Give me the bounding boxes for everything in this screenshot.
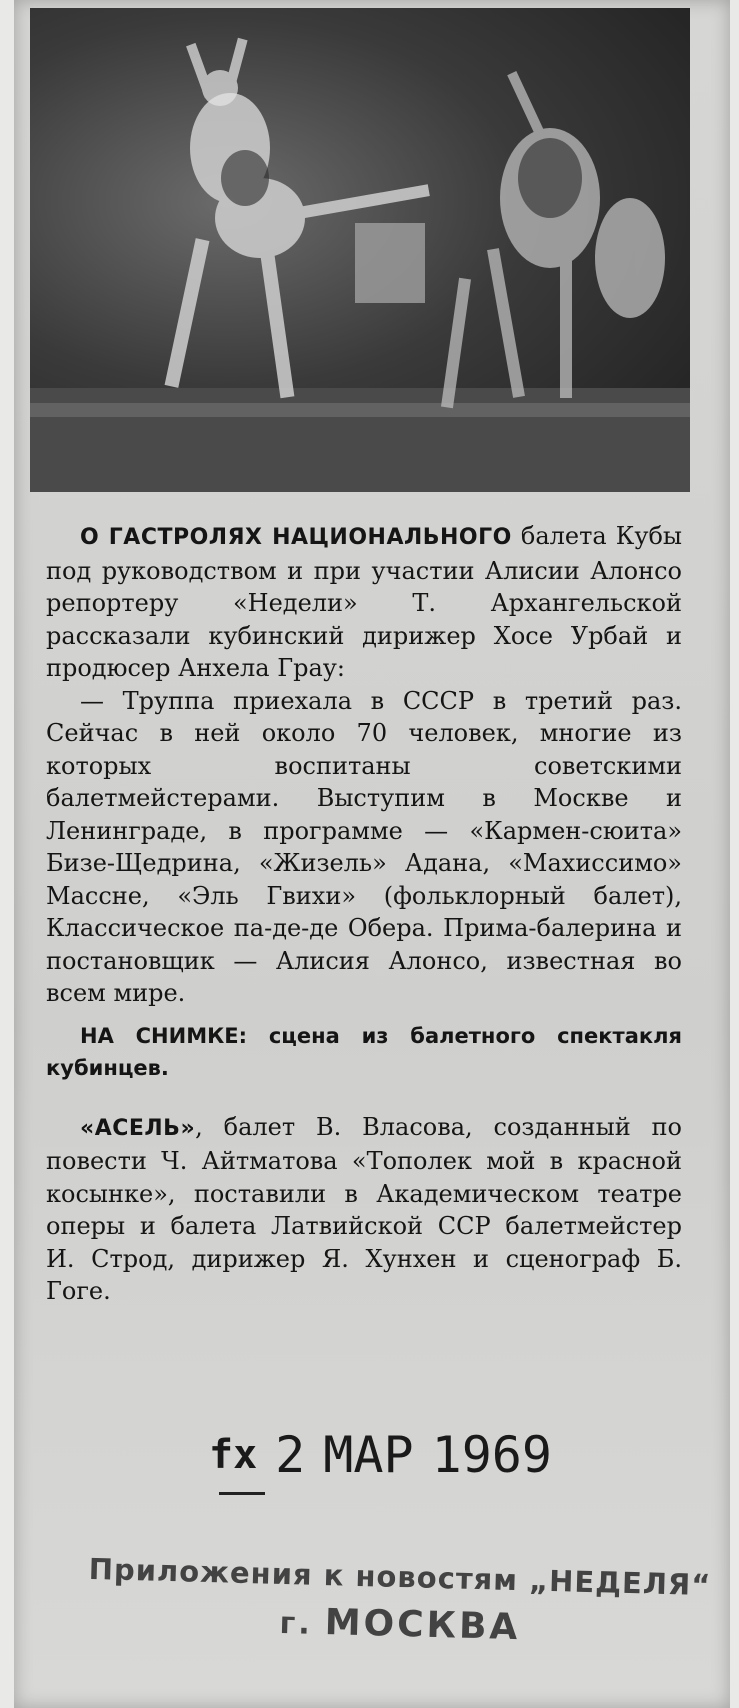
source-line2 — [60, 1595, 739, 1654]
article-text — [46, 520, 682, 1308]
stamp-year: 1969 — [431, 1426, 553, 1484]
quote-paragraph: — Труппа приехала в СССР в третий раз. Сейчас в ней около 70 человек, многие из которых воспитаны советскими балетмейстерами. Выступим в Москве и Ленинграде, в программе — «Кармен-сюита» Бизе-Щедрина, «Жизель» Адана, «Махиссимо» Массне, «Эль Гвихи» (фольклорный балет), Классическое па-де-де Обера. Прима-балерина и постановщик — Алисия Алонсо, известная во всем мире. — [46, 686, 682, 1007]
caption-text: сцена из балетного спектакля кубинцев. — [46, 1023, 682, 1080]
ballet-photo — [30, 8, 690, 492]
date-stamp — [209, 1420, 629, 1490]
second-text: , балет В. Власова, созданный по повести Ч. Айтматова «Тополек мой в красной косынке», поставили в Академическом театре оперы и балета Латвийской ССР балетмейстер И. Строд, дирижер Я. Хунхен и сценограф Б. Гоге. — [46, 1112, 682, 1305]
caption-caps: НА СНИМКЕ: — [80, 1023, 248, 1048]
newspaper-clipping — [14, 0, 730, 1708]
second-paragraph — [46, 1111, 682, 1308]
lead-text: балета Кубы под руководством и при участии Алисии Алонсо репортеру «Недели» Т. Архангельской рассказали кубинский дирижер Хосе Урбай и продюсер Анхела Грау: — [46, 522, 683, 682]
source-line1: Приложения к новостям „НЕДЕЛЯ“ — [88, 1551, 712, 1603]
photo-caption — [46, 1020, 682, 1085]
stamp-day: 2 — [275, 1426, 306, 1484]
second-caps: «АСЕЛЬ» — [80, 1115, 196, 1141]
ballet-scene-illustration — [30, 8, 690, 492]
stamp-mark: fx — [209, 1432, 258, 1478]
source-stamp — [60, 1551, 739, 1649]
source-city-prefix: г. — [279, 1605, 314, 1642]
lead-caps: О ГАСТРОЛЯХ НАЦИОНАЛЬНОГО — [80, 525, 512, 550]
stamp-underline — [219, 1492, 265, 1495]
lead-paragraph — [46, 520, 682, 685]
stamp-month: МАР — [323, 1426, 414, 1484]
source-city: МОСКВА — [324, 1602, 521, 1649]
